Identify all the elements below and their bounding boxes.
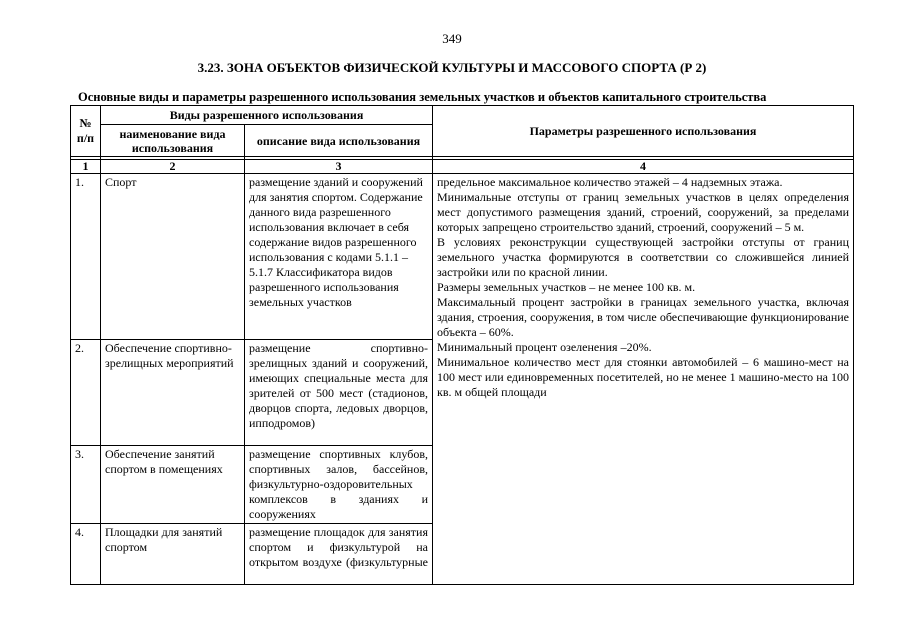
header-params: Параметры разрешенного использования [433,106,854,157]
parameters-cell [433,174,854,585]
header-name: наименование вида использования [101,125,245,157]
column-number: 2 [101,160,245,174]
land-use-table [70,105,854,585]
parameter-text: Минимальные отступы от границ земельных участков в целях определения мест допустимого размещения зданий, строений, сооружений, за пределами которых запрещено строительство зданий, строений, сооружений – 5 м. [437,190,849,234]
use-description: размещение площадок для занятия спортом и физкультурой на открытом воздухе (физкультурные [245,524,433,585]
parameter-text: Минимальное количество мест для стоянки автомобилей – 6 машино-мест на 100 мест или единовременных посетителей, но не менее 1 машино-место на 100 кв. м общей площади [437,355,849,399]
row-number: 2. [71,340,101,446]
use-description: размещение спортивно-зрелищных зданий и сооружений, имеющих специальные места для зрителей от 500 мест (стадионов, дворцов спорта, ледовых дворцов, ипподромов) [245,340,433,446]
use-name: Спорт [101,174,245,340]
header-num: № п/п [71,106,101,157]
use-name: Обеспечение занятий спортом в помещениях [101,446,245,524]
column-number: 3 [245,160,433,174]
parameter-text: Максимальный процент застройки в границах земельного участка, включая здания, строения, сооружения, в том числе обеспечивающие функционирование объекта – 60%. [437,295,849,339]
table-row [71,174,854,340]
header-group: Виды разрешенного использования [101,106,433,125]
row-number: 4. [71,524,101,585]
use-name: Обеспечение спортивно-зрелищных мероприятий [101,340,245,446]
column-number: 4 [433,160,854,174]
column-number: 1 [71,160,101,174]
parameter-text: Размеры земельных участков – не менее 100 кв. м. [437,280,696,294]
parameter-text: В условиях реконструкции существующей застройки отступы от границ земельного участка формируются в соответствии со сложившейся линией застройки или по красной линии. [437,235,849,279]
column-number-row [71,160,854,174]
table-caption: Основные виды и параметры разрешенного использования земельных участков и объектов капитального строительства [78,90,767,104]
header-row-1 [71,106,854,125]
use-description: размещение спортивных клубов, спортивных залов, бассейнов, физкультурно-оздоровительных комплексов в зданиях и сооружениях [245,446,433,524]
header-description: описание вида использования [245,125,433,157]
parameter-text: предельное максимальное количество этажей – 4 надземных этажа. [437,175,783,189]
use-name: Площадки для занятий спортом [101,524,245,585]
row-number: 3. [71,446,101,524]
section-title: 3.23. ЗОНА ОБЪЕКТОВ ФИЗИЧЕСКОЙ КУЛЬТУРЫ И МАССОВОГО СПОРТА (Р 2) [197,60,707,75]
page-number: 349 [442,31,462,46]
parameter-text: Минимальный процент озеленения –20%. [437,340,652,354]
use-description: размещение зданий и сооружений для занятия спортом. Содержание данного вида разрешенного использования включает в себя содержание видов разрешенного использования с кодами 5.1.1 – 5.1.7 Классификатора видов разрешенного использования земельных участков [245,174,433,340]
row-number: 1. [71,174,101,340]
